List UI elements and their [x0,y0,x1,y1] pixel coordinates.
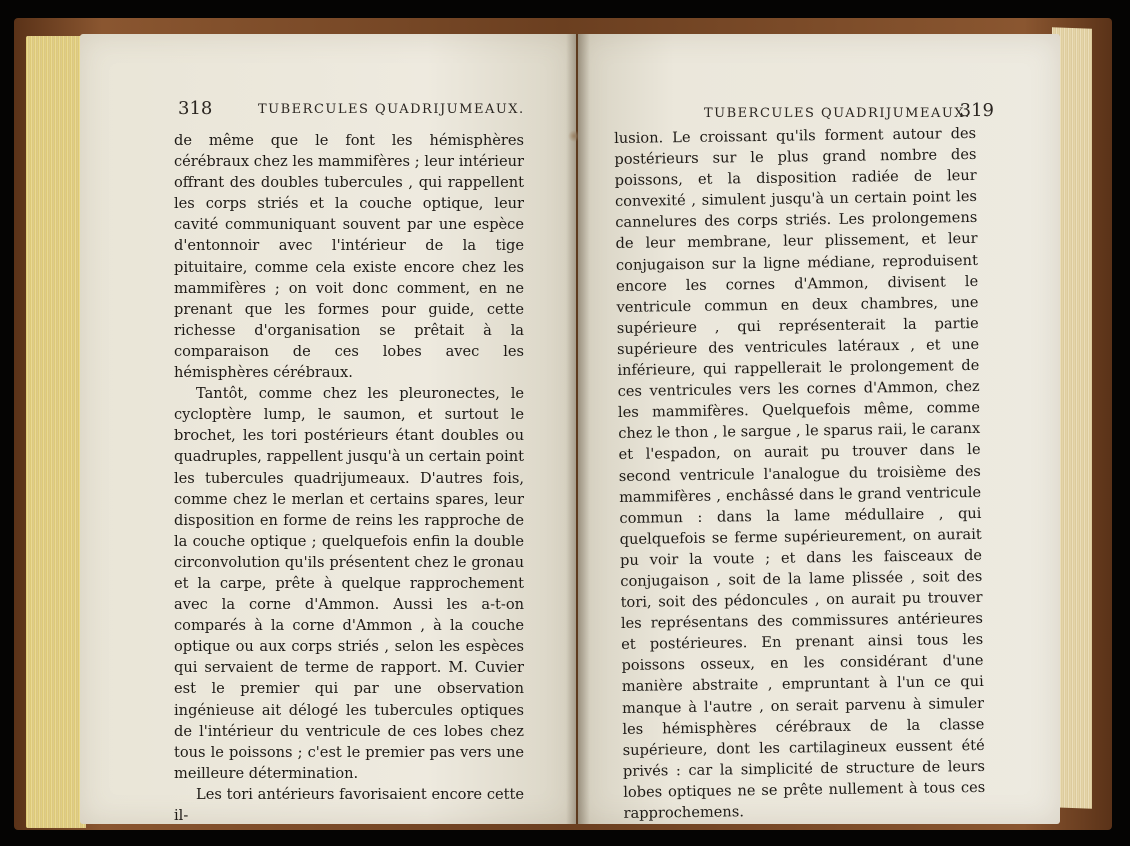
paragraph: Tantôt, comme chez les pleuronectes, le cycloptère lump, le saumon, et surtout le brochet, les tori postérieurs étant doubles ou quadruples, rappellent jusqu'à un certain point les tubercules quadrijumeaux. D'autres fois, comme chez le merlan et certains spares, leur disposition en forme de reins les rapproche de la couche optique ; quelquefois enfin la double circonvolution qu'ils présentent chez le gronau et la carpe, prête à quelque rapprochement avec la corne d'Ammon. Aussi les a-t-on comparés à la corne d'Ammon , à la couche optique ou aux corps striés , selon les espèces qui servaient de terme de rapport. M. Cuvier est le premier qui par une observation ingénieuse ait délogé les tubercules optiques de l'intérieur du ventricule de ces lobes chez tous le poissons ; c'est le premier pas vers une meilleure détermination. [174,385,524,782]
right-page [578,34,1060,824]
book-gutter [566,34,590,824]
right-page-header [578,102,1060,126]
paragraph: lusion. Le croissant qu'ils forment autour des postérieurs sur le plus grand nombre des poissons, et la disposition radiée de leur convexité , simulent jusqu'à un certain point les cannelures des corps striés. Les prolongemens de leur membrane, leur plissement, et leur conjugaison sur la ligne médiane, reproduisent encore les cornes d'Ammon, divisent le ventricule commun en deux chambres, une supérieure , qui représenterait la partie supérieure des ventricules latéraux , et une inférieure, qui rappellerait le prolongement de ces ventricules vers les cornes d'Ammon, chez les mammifères. Quelquefois même, comme chez le thon , le sargue , le sparus raii, le caranx et l'espadon, on aurait pu trouver dans le second ventricule l'analogue du troisième des mammifères , enchâssé dans le grand ventricule commun : dans la lame médullaire , qui quelquefois se ferme supérieurement, on aurait pu voir la voute ; et dans les faisceaux de conjugaison , soit de la lame plissée , soit des tori, soit des pédoncules , on aurait pu trouver les représentans des commissures antérieures et postérieures. En prenant ainsi tous les poissons osseux, en les considérant d'une manière abstraite , empruntant à l'un ce qui manque à l'autre , on serait parvenu à simuler les hémisphères cérébraux de la classe supérieure, dont les cartilagineux eussent été privés : car la simplicité de structure de leurs lobes optiques ne se prête nullement à tous ces rapprochemens. [614,124,986,822]
running-head-left: TUBERCULES QUADRIJUMEAUX. [258,102,525,117]
paragraph: Les tori antérieurs favorisaient encore cette il- [174,785,524,824]
page-number-left: 318 [178,98,213,119]
running-head-right: TUBERCULES QUADRIJUMEAUX. [704,106,971,121]
right-page-body [614,123,986,824]
left-page [80,34,576,824]
left-page-header [80,98,576,126]
left-page-body [174,130,524,826]
page-number-right: 319 [959,100,994,121]
page-edges-left [26,36,86,828]
paragraph: de même que le font les hémisphères cérébraux chez les mammifères ; leur intérieur offrant des doubles tubercules , qui rappellent les corps striés et la couche optique, leur cavité communiquant souvent par une espèce d'entonnoir avec l'intérieur de la tige pituitaire, comme cela existe encore chez les mammifères ; on voit donc comment, en ne prenant que les formes pour guide, cette richesse d'organisation se prêtait à la comparaison de ces lobes avec les hémisphères cérébraux. [174,132,524,382]
